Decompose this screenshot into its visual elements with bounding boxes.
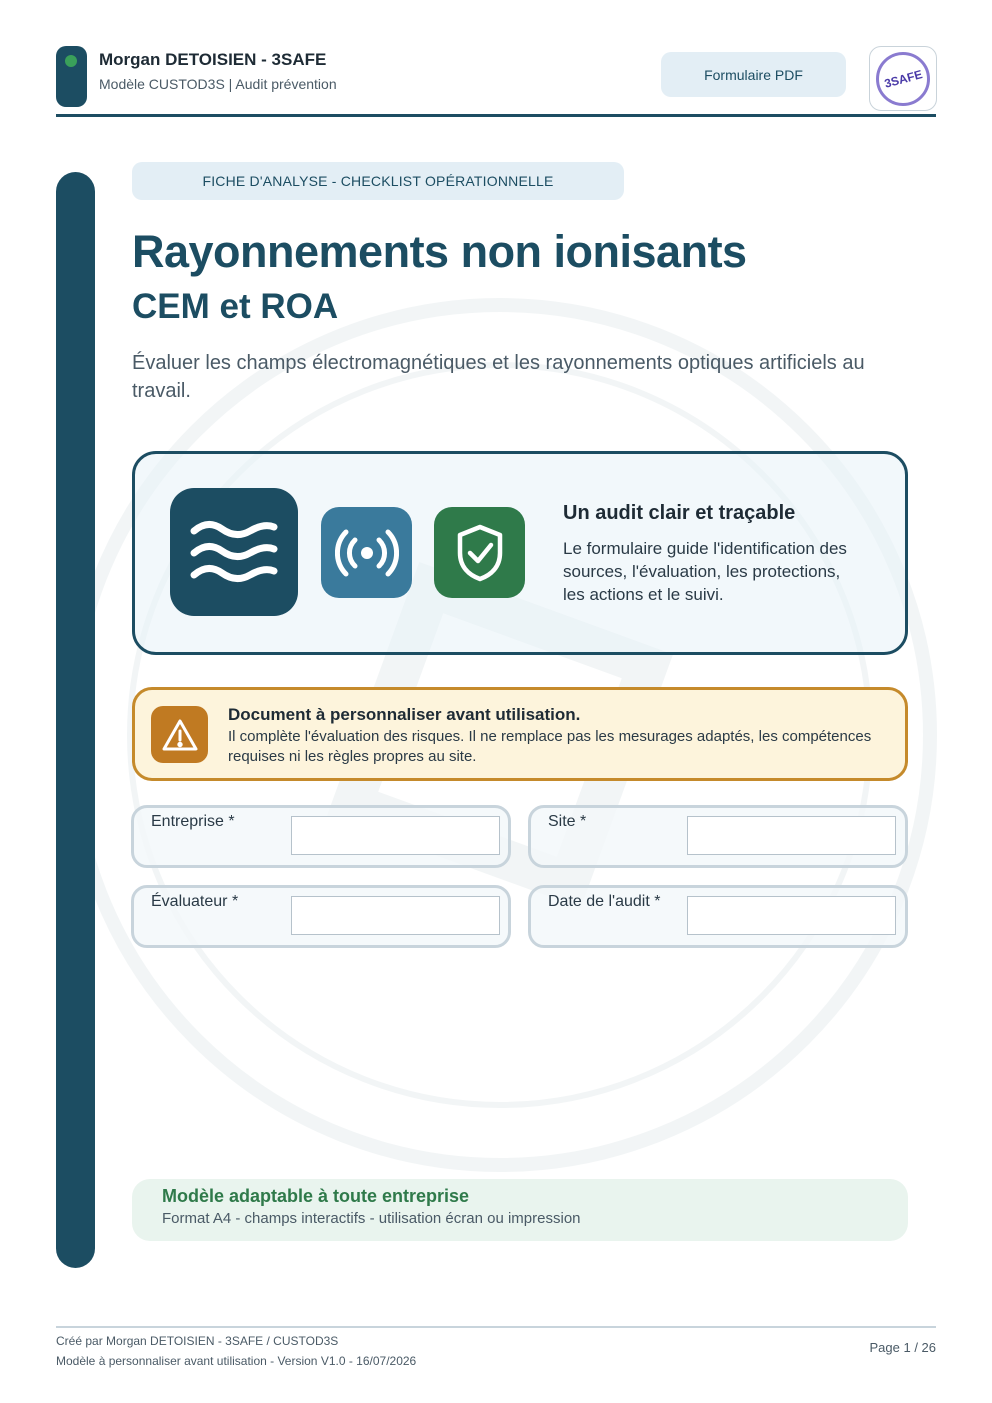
site-label: Site * bbox=[548, 813, 587, 830]
date-input[interactable] bbox=[687, 896, 896, 935]
warning-text: Il complète l'évaluation des risques. Il ne remplace pas les mesurages adaptés, les compétences requises ni les règles propres au site. bbox=[228, 728, 872, 765]
footer-credit: Créé par Morgan DETOISIEN - 3SAFE / CUSTOD3S bbox=[56, 1334, 339, 1348]
status-dot bbox=[65, 55, 77, 67]
footer-version: Modèle à personnaliser avant utilisation - Version V1.0 - 16/07/2026 bbox=[56, 1354, 417, 1368]
bottom-note-text: Format A4 - champs interactifs - utilisation écran ou impression bbox=[162, 1210, 581, 1227]
warning-icon bbox=[151, 706, 208, 763]
entreprise-input[interactable] bbox=[291, 816, 500, 855]
signal-icon bbox=[321, 507, 412, 598]
header-author: Morgan DETOISIEN - 3SAFE bbox=[99, 50, 327, 69]
bottom-note-title: Modèle adaptable à toute entreprise bbox=[162, 1186, 470, 1206]
logo-text: 3SAFE bbox=[882, 66, 924, 91]
info-card-title: Un audit clair et traçable bbox=[563, 502, 796, 524]
header-divider bbox=[56, 114, 936, 117]
warning-title: Document à personnaliser avant utilisation. bbox=[228, 705, 581, 724]
site-input[interactable] bbox=[687, 816, 896, 855]
date-label: Date de l'audit * bbox=[548, 893, 661, 910]
logo-seal bbox=[876, 52, 930, 106]
page-subtitle: CEM et ROA bbox=[132, 287, 339, 326]
shield-check-icon bbox=[434, 507, 525, 598]
intro-text: Évaluer les champs électromagnétiques et les rayonnements optiques artificiels au travail. bbox=[132, 352, 865, 402]
info-card-text: Le formulaire guide l'identification des sources, l'évaluation, les protections, les actions et le suivi. bbox=[563, 539, 847, 604]
header-subtitle: Modèle CUSTOD3S | Audit prévention bbox=[99, 76, 337, 92]
page-number: Page 1 / 26 bbox=[869, 1340, 936, 1355]
footer-divider bbox=[56, 1326, 936, 1328]
evaluateur-label: Évaluateur * bbox=[151, 893, 239, 910]
logo bbox=[869, 46, 937, 111]
evaluateur-input[interactable] bbox=[291, 896, 500, 935]
section-tag: FICHE D'ANALYSE - CHECKLIST OPÉRATIONNELLE bbox=[132, 162, 624, 200]
waves-icon bbox=[170, 488, 298, 616]
pdf-form-button[interactable]: Formulaire PDF bbox=[661, 52, 846, 97]
side-accent-bar bbox=[56, 172, 95, 1268]
page-title: Rayonnements non ionisants bbox=[132, 226, 747, 277]
entreprise-label: Entreprise * bbox=[151, 813, 235, 830]
